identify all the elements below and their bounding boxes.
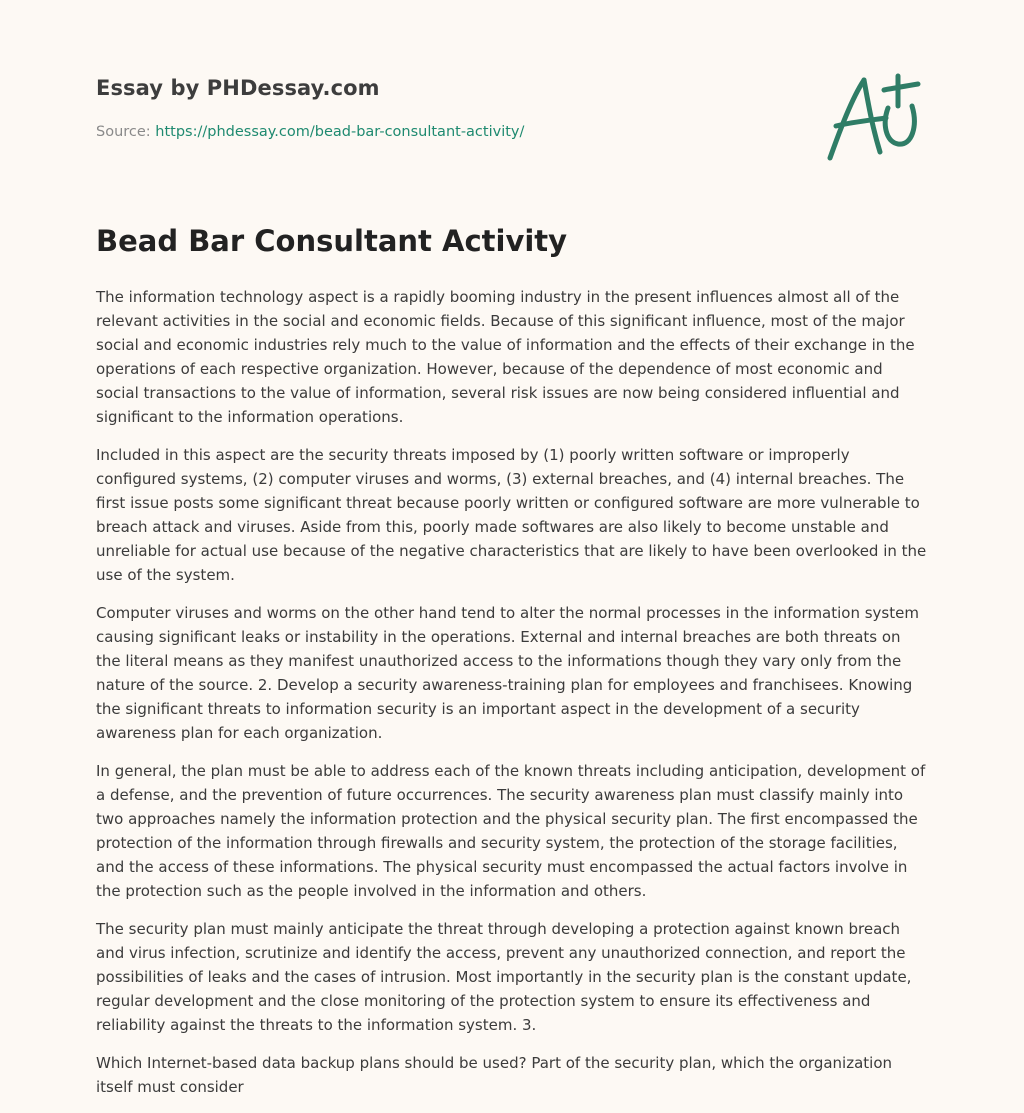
paragraph: Computer viruses and worms on the other hand tend to alter the normal processes in the information system causing significant leaks or instability in the operations. External and internal breaches are both threats on the literal means as they manifest unauthorized access to the informations though they vary only from the nature of the source. 2. Develop a security awareness-training plan for employees and franchisees. Knowing the significant threats to information security is an important aspect in the development of a security awareness plan for each organization. — [96, 604, 919, 742]
source-label: Source: — [96, 124, 151, 140]
article-body — [96, 285, 928, 1113]
a-plus-logo-icon — [822, 68, 926, 164]
paragraph: The security plan must mainly anticipate the threat through developing a protection against known breach and virus infection, scrutinize and identify the access, prevent any unauthorized connection, and report the possibilities of leaks and the cases of intrusion. Most importantly in the security plan is the constant update, regular development and the close monitoring of the protection system to ensure its effectiveness and reliability against the threats to the information system. 3. — [96, 920, 912, 1034]
site-brand: Essay by PHDessay.com — [96, 76, 380, 100]
paragraph: Which Internet-based data backup plans should be used? Part of the security plan, which the organization itself must consider — [96, 1054, 893, 1096]
paragraph: The information technology aspect is a rapidly booming industry in the present influences almost all of the relevant activities in the social and economic fields. Because of this significant influence, most of the major social and economic industries rely much to the value of information and the effects of their exchange in the operations of each respective organization. However, because of the dependence of most economic and social transactions to the value of information, several risk issues are now being considered influential and significant to the information operations. — [96, 288, 915, 426]
paragraph: Included in this aspect are the security threats imposed by (1) poorly written software or improperly configured systems, (2) computer viruses and worms, (3) external breaches, and (4) internal breaches. The first issue posts some significant threat because poorly written or configured software are more vulnerable to breach attack and viruses. Aside from this, poorly made softwares are also likely to become unstable and unreliable for actual use because of the negative characteristics that are likely to have been overlooked in the use of the system. — [96, 446, 927, 584]
page-title: Bead Bar Consultant Activity — [96, 224, 568, 258]
source-line — [96, 124, 524, 140]
source-link[interactable]: https://phdessay.com/bead-bar-consultant-activity/ — [155, 124, 525, 140]
paragraph: In general, the plan must be able to address each of the known threats including anticipation, development of a defense, and the prevention of future occurrences. The security awareness plan must classify mainly into two approaches namely the information protection and the physical security plan. The first encompassed the protection of the information through firewalls and security system, the protection of the storage facilities, and the access of these informations. The physical security must encompassed the actual factors involve in the protection such as the people involved in the information and others. — [96, 762, 926, 900]
